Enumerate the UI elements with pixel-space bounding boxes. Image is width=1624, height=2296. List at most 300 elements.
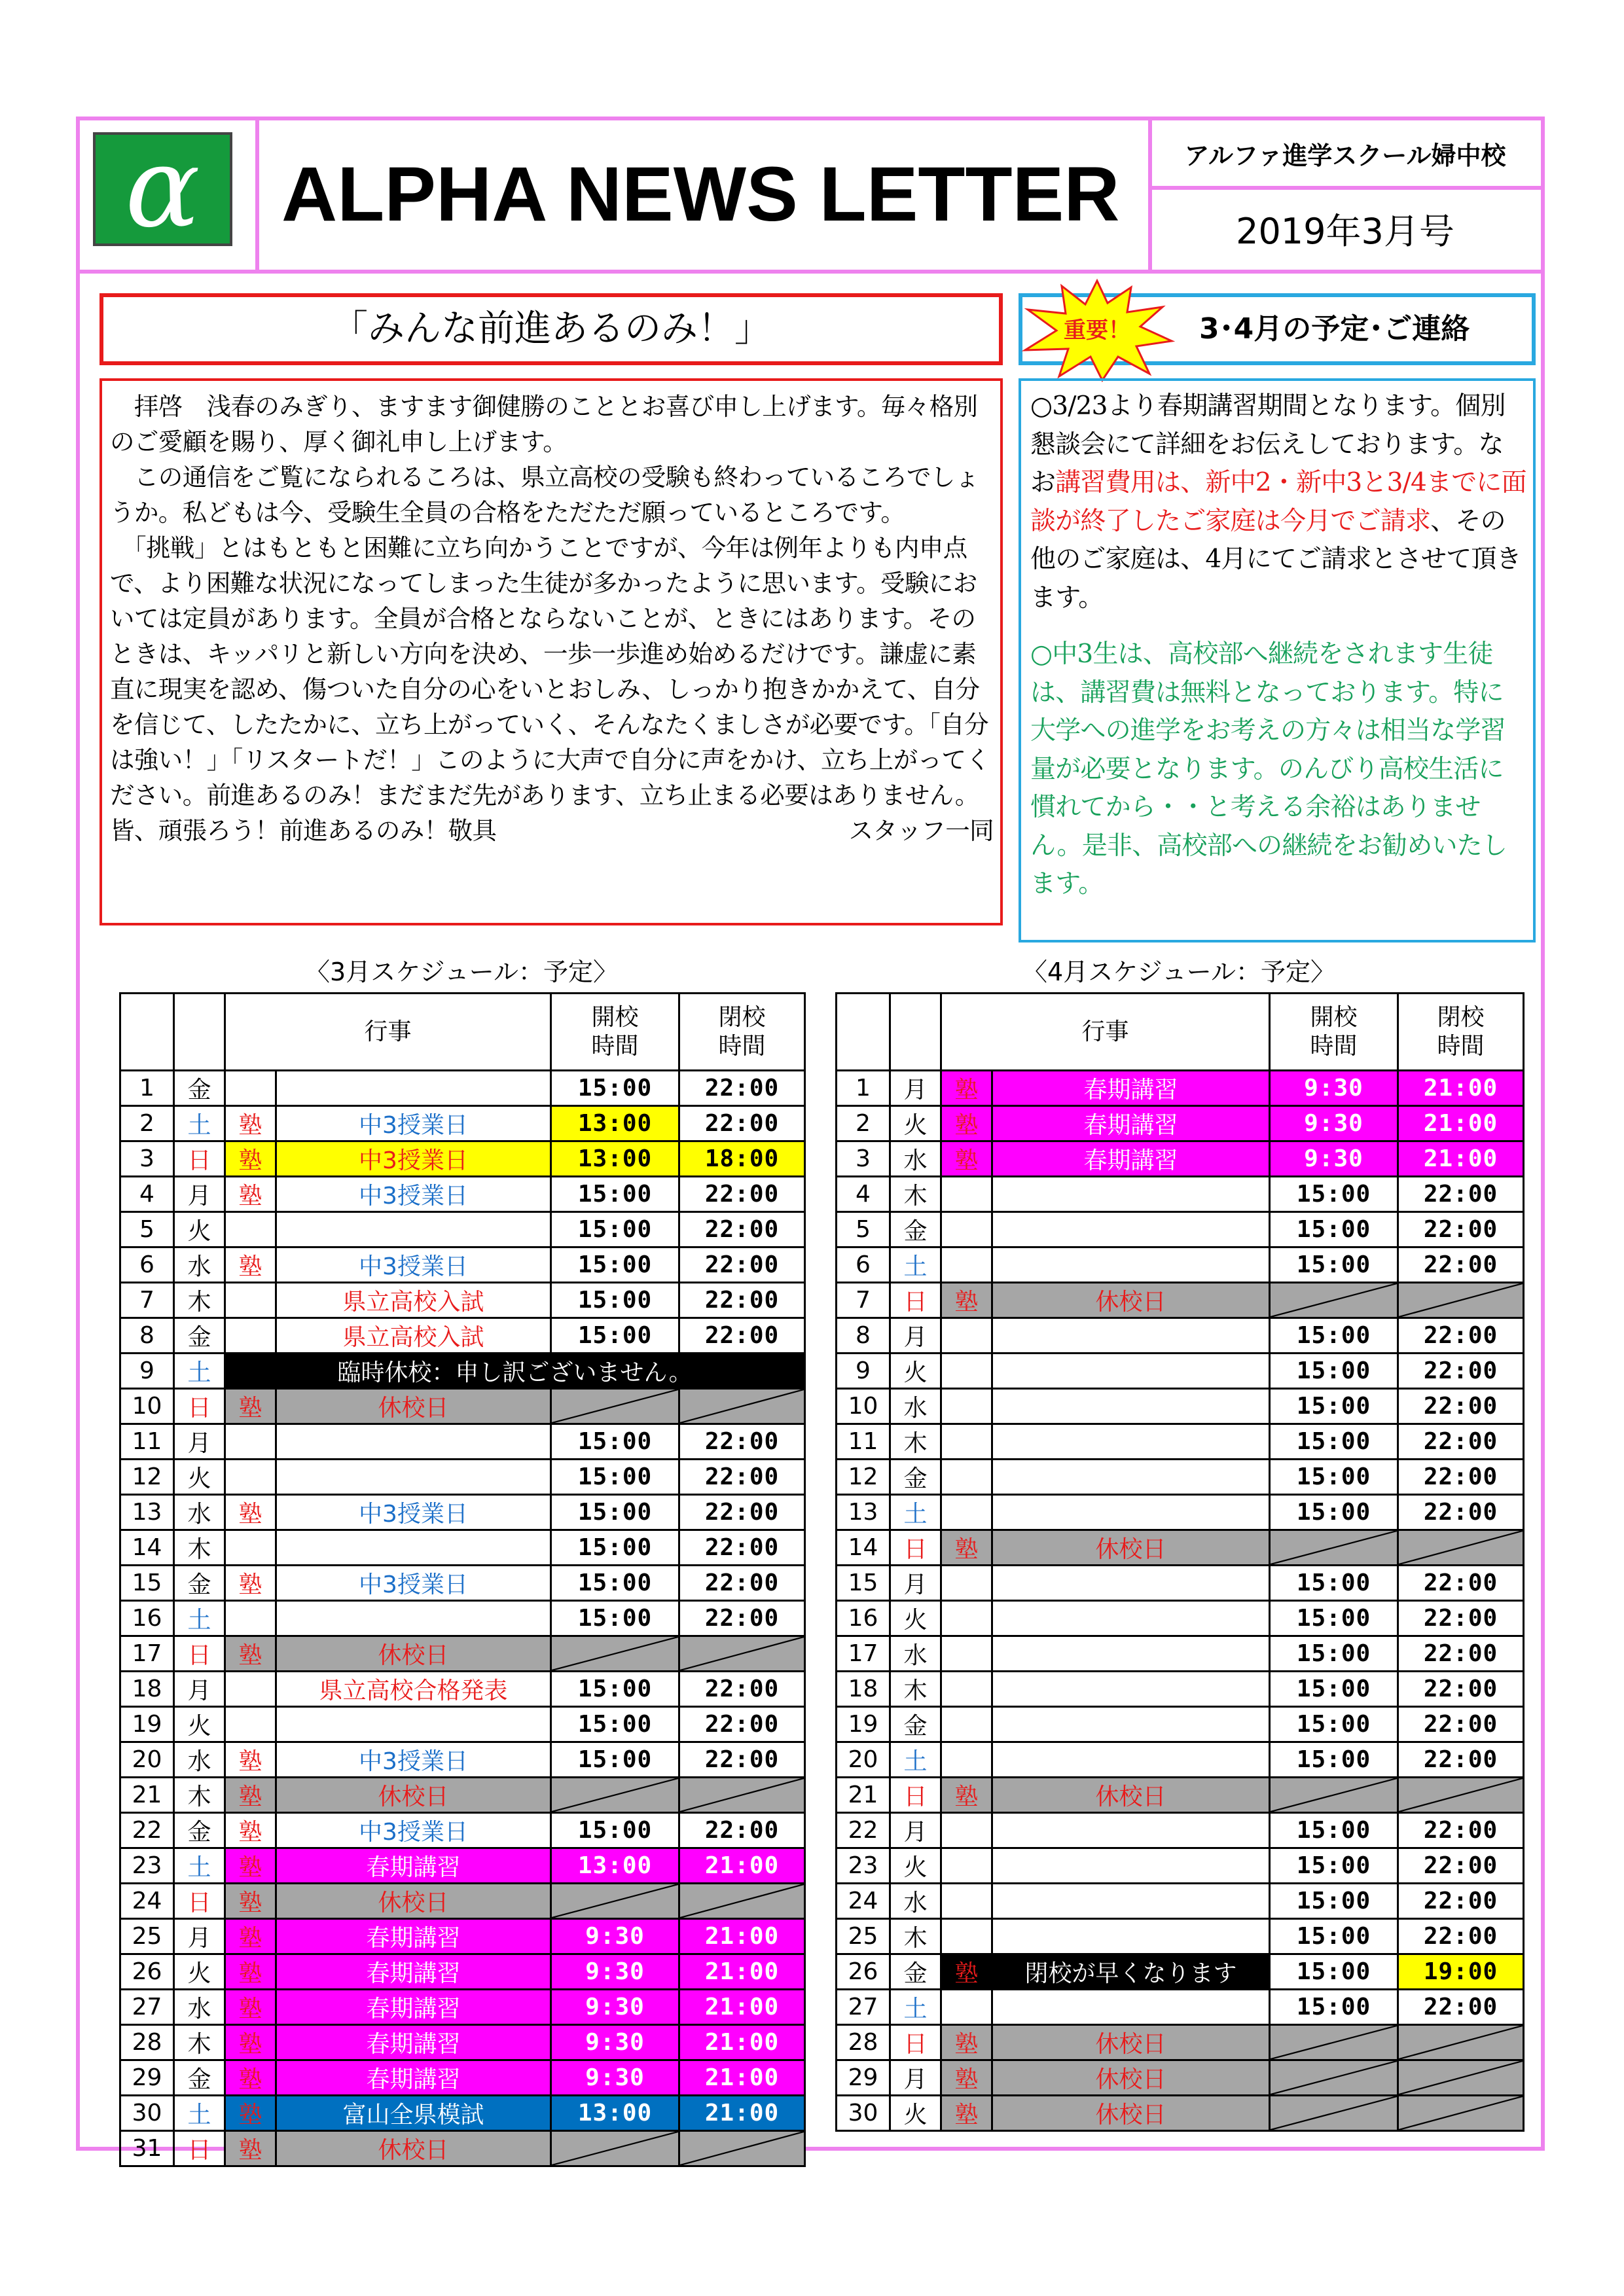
event-name: 休校日 — [276, 1884, 551, 1919]
weekday: 日 — [890, 1283, 941, 1318]
event-name: 休校日 — [992, 1530, 1270, 1566]
weekday: 水 — [890, 1884, 941, 1919]
event-name: 春期講習 — [992, 1106, 1270, 1141]
event-name: 中3授業日 — [276, 1177, 551, 1212]
schedule-row — [837, 1954, 1524, 1990]
close-time: 22:00 — [1398, 1354, 1524, 1389]
open-time: 15:00 — [1270, 1212, 1398, 1247]
day-number: 27 — [837, 1990, 890, 2025]
schedule-row — [120, 1672, 805, 1707]
juku-mark: 塾 — [225, 1495, 276, 1530]
juku-mark: 塾 — [225, 1636, 276, 1672]
open-time: 9:30 — [551, 1990, 679, 2025]
schedule-row — [120, 1106, 805, 1141]
weekday: 火 — [174, 1212, 225, 1247]
juku-mark — [941, 1742, 992, 1778]
closed-open-time — [551, 2131, 679, 2166]
day-number: 14 — [837, 1530, 890, 1566]
day-number: 15 — [120, 1566, 174, 1601]
weekday: 水 — [890, 1389, 941, 1424]
juku-mark: 塾 — [941, 1106, 992, 1141]
open-time: 15:00 — [1270, 1177, 1398, 1212]
close-time: 22:00 — [1398, 1566, 1524, 1601]
juku-mark — [941, 1707, 992, 1742]
open-time: 15:00 — [551, 1601, 679, 1636]
event-name — [276, 1071, 551, 1106]
weekday: 日 — [890, 1778, 941, 1813]
day-number: 24 — [837, 1884, 890, 1919]
close-time: 22:00 — [679, 1742, 805, 1778]
day-number: 19 — [120, 1707, 174, 1742]
closed-open-time — [1270, 1778, 1398, 1813]
schedule-row — [120, 2131, 805, 2166]
motto-heading: 「みんな前進あるのみ！」 — [99, 293, 1003, 365]
weekday: 日 — [174, 1389, 225, 1424]
schedule-row — [837, 1495, 1524, 1530]
day-number: 22 — [120, 1813, 174, 1848]
schedule-row — [837, 1106, 1524, 1141]
header-open-time: 開校 時間 — [551, 994, 679, 1071]
weekday: 日 — [174, 1636, 225, 1672]
juku-mark — [225, 1530, 276, 1566]
weekday: 金 — [890, 1460, 941, 1495]
juku-mark: 塾 — [225, 1990, 276, 2025]
letter-paragraph: 「挑戦」とはもともと困難に立ち向かうことですが、今年は例年よりも内申点で、より困難な状況になってしまった生徒が多かったように思います。受験においては定員があります。全員が合格とならないことが、ときにはあります。そのときは、キッパリと新しい方向を決め、一歩一歩進め始めるだけです。謙虚に素直に現実を認め、傷ついた自分の心をいとおしみ、しっかり抱きかかえて、自分を信じて、したたかに、立ち上がっていく、そんなたくましさが必要です。「自分は強い！」「リスタートだ！」このように大声で自分に声をかけ、立ち上がってください。前進あるのみ！まだまだ先があります、立ち止まる必要はありません。 — [110, 533, 990, 810]
day-number: 14 — [120, 1530, 174, 1566]
letter-signature: スタッフ一同 — [848, 816, 994, 845]
day-number: 9 — [837, 1354, 890, 1389]
close-time: 22:00 — [1398, 1424, 1524, 1460]
newsletter-title: ALPHA NEWS LETTER — [281, 151, 1120, 238]
weekday: 火 — [890, 1106, 941, 1141]
letter-closing: 皆、頑張ろう！前進あるのみ！敬具 — [110, 816, 497, 845]
close-time: 22:00 — [679, 1495, 805, 1530]
open-time: 9:30 — [551, 2060, 679, 2096]
schedule-row — [837, 1672, 1524, 1707]
header-open-time: 開校 時間 — [1270, 994, 1398, 1071]
weekday: 月 — [174, 1177, 225, 1212]
close-time: 22:00 — [679, 1177, 805, 1212]
header-close-time: 閉校 時間 — [679, 994, 805, 1071]
open-time: 15:00 — [1270, 1884, 1398, 1919]
weekday: 水 — [174, 1742, 225, 1778]
weekday: 火 — [890, 2096, 941, 2131]
closed-close-time — [679, 1884, 805, 1919]
notice-billing-highlight: 講習費用は、新中2・新中3と3/4までに面談が終了したご家庭は今月でご請求 — [1030, 468, 1526, 536]
letter-closing-row — [110, 813, 994, 848]
open-time: 15:00 — [551, 1212, 679, 1247]
schedule-row — [120, 1354, 805, 1389]
notice-body — [1019, 378, 1536, 942]
day-number: 29 — [120, 2060, 174, 2096]
header-close-time: 閉校 時間 — [1398, 994, 1524, 1071]
weekday: 月 — [890, 1071, 941, 1106]
schedule-row — [837, 1530, 1524, 1566]
close-time: 21:00 — [679, 2025, 805, 2060]
weekday: 金 — [890, 1212, 941, 1247]
day-number: 24 — [120, 1884, 174, 1919]
close-time: 22:00 — [679, 1530, 805, 1566]
close-time: 21:00 — [1398, 1071, 1524, 1106]
schedule-row — [120, 1495, 805, 1530]
schedule-row — [837, 1778, 1524, 1813]
event-name: 春期講習 — [276, 1919, 551, 1954]
day-number: 3 — [120, 1141, 174, 1177]
weekday: 火 — [174, 1954, 225, 1990]
schedule-row — [837, 1354, 1524, 1389]
day-number: 8 — [120, 1318, 174, 1354]
juku-mark — [941, 1424, 992, 1460]
header-event: 行事 — [225, 994, 551, 1071]
weekday: 金 — [174, 1566, 225, 1601]
event-name: 県立高校合格発表 — [276, 1672, 551, 1707]
schedule-row — [837, 1247, 1524, 1283]
juku-mark: 塾 — [225, 1884, 276, 1919]
closed-close-time — [679, 1389, 805, 1424]
event-name — [992, 1389, 1270, 1424]
weekday: 火 — [174, 1460, 225, 1495]
event-name: 休校日 — [992, 1283, 1270, 1318]
juku-mark — [941, 1813, 992, 1848]
schedule-row — [120, 1707, 805, 1742]
juku-mark — [225, 1707, 276, 1742]
weekday: 金 — [174, 1318, 225, 1354]
event-name — [992, 1848, 1270, 1884]
day-number: 25 — [120, 1919, 174, 1954]
open-time: 15:00 — [1270, 1919, 1398, 1954]
schedule-row — [837, 1742, 1524, 1778]
close-time: 22:00 — [1398, 1919, 1524, 1954]
day-number: 22 — [837, 1813, 890, 1848]
event-name: 中3授業日 — [276, 1141, 551, 1177]
close-time: 19:00 — [1398, 1954, 1524, 1990]
day-number: 5 — [120, 1212, 174, 1247]
close-time: 21:00 — [679, 2096, 805, 2131]
schedule-row — [837, 1848, 1524, 1884]
day-number: 2 — [120, 1106, 174, 1141]
event-name: 休校日 — [276, 1778, 551, 1813]
close-time: 22:00 — [1398, 1495, 1524, 1530]
event-name — [276, 1460, 551, 1495]
close-time: 21:00 — [679, 1919, 805, 1954]
close-time: 22:00 — [1398, 1212, 1524, 1247]
day-number: 26 — [837, 1954, 890, 1990]
juku-mark — [941, 1247, 992, 1283]
close-time: 22:00 — [679, 1247, 805, 1283]
close-time: 21:00 — [679, 1848, 805, 1884]
juku-mark — [225, 1212, 276, 1247]
march-schedule-table — [119, 992, 806, 2167]
juku-mark: 塾 — [941, 1071, 992, 1106]
issue-date: 2019年3月号 — [1236, 211, 1454, 252]
schedule-row — [120, 1884, 805, 1919]
schedule-row — [120, 1530, 805, 1566]
schedule-row — [120, 1813, 805, 1848]
event-name — [992, 1247, 1270, 1283]
weekday: 月 — [890, 1813, 941, 1848]
day-number: 8 — [837, 1318, 890, 1354]
closed-open-time — [1270, 2025, 1398, 2060]
open-time: 9:30 — [1270, 1141, 1398, 1177]
weekday: 月 — [174, 1672, 225, 1707]
closed-close-time — [679, 2131, 805, 2166]
juku-mark — [941, 1460, 992, 1495]
day-number: 4 — [120, 1177, 174, 1212]
schedule-row — [120, 1424, 805, 1460]
event-name — [992, 1354, 1270, 1389]
schedule-row — [837, 1071, 1524, 1106]
juku-mark: 塾 — [941, 2025, 992, 2060]
day-number: 15 — [837, 1566, 890, 1601]
schedule-row — [837, 1990, 1524, 2025]
close-time: 22:00 — [1398, 1672, 1524, 1707]
juku-mark — [941, 1601, 992, 1636]
day-number: 16 — [120, 1601, 174, 1636]
day-number: 20 — [837, 1742, 890, 1778]
close-time: 21:00 — [679, 1990, 805, 2025]
day-number: 18 — [120, 1672, 174, 1707]
close-time: 21:00 — [1398, 1106, 1524, 1141]
event-name: 休校日 — [276, 1636, 551, 1672]
day-number: 21 — [837, 1778, 890, 1813]
schedule-row — [120, 1954, 805, 1990]
juku-mark: 塾 — [941, 2096, 992, 2131]
schedule-row — [120, 1460, 805, 1495]
event-name — [992, 1424, 1270, 1460]
day-number: 27 — [120, 1990, 174, 2025]
open-time: 15:00 — [551, 1283, 679, 1318]
event-name — [992, 1566, 1270, 1601]
open-time: 15:00 — [1270, 1742, 1398, 1778]
juku-mark: 塾 — [225, 1141, 276, 1177]
event-name — [992, 1601, 1270, 1636]
close-time: 22:00 — [679, 1212, 805, 1247]
event-name: 中3授業日 — [276, 1813, 551, 1848]
event-name: 休校日 — [992, 2060, 1270, 2096]
juku-mark — [941, 1919, 992, 1954]
weekday: 日 — [890, 2025, 941, 2060]
april-schedule-table — [835, 992, 1525, 2132]
greeting-letter — [99, 378, 1003, 925]
open-time: 15:00 — [1270, 1707, 1398, 1742]
close-time: 22:00 — [1398, 1460, 1524, 1495]
close-time: 22:00 — [679, 1283, 805, 1318]
open-time: 15:00 — [551, 1071, 679, 1106]
close-time: 22:00 — [679, 1813, 805, 1848]
open-time: 15:00 — [551, 1530, 679, 1566]
closed-open-time — [551, 1884, 679, 1919]
schedule-row — [120, 1212, 805, 1247]
open-time: 15:00 — [1270, 1495, 1398, 1530]
juku-mark — [941, 1318, 992, 1354]
day-number: 1 — [837, 1071, 890, 1106]
notice-paragraph-1: ○3/23より春期講習期間となります。個別懇談会にて詳細をお伝えしております。なお講習費用は、新中2・新中3と3/4までに面談が終了したご家庭は今月でご請求、その他のご家庭は、4月にてご請求とさせて頂きます。 — [1030, 391, 1526, 613]
day-number: 17 — [120, 1636, 174, 1672]
weekday: 水 — [174, 1495, 225, 1530]
april-caption: 〈4月スケジュール：予定〉 — [1022, 958, 1335, 986]
day-number: 25 — [837, 1919, 890, 1954]
weekday: 土 — [890, 1247, 941, 1283]
event-name — [992, 1460, 1270, 1495]
juku-mark: 塾 — [941, 1141, 992, 1177]
close-time: 22:00 — [1398, 1601, 1524, 1636]
schedule-row — [837, 2025, 1524, 2060]
day-number: 12 — [837, 1460, 890, 1495]
open-time: 15:00 — [551, 1318, 679, 1354]
juku-mark: 塾 — [225, 1247, 276, 1283]
schedule-row — [837, 1919, 1524, 1954]
event-name: 休校日 — [992, 1778, 1270, 1813]
event-name: 中3授業日 — [276, 1247, 551, 1283]
day-number: 18 — [837, 1672, 890, 1707]
day-number: 1 — [120, 1071, 174, 1106]
event-name — [992, 1884, 1270, 1919]
open-time: 15:00 — [1270, 1672, 1398, 1707]
weekday: 火 — [890, 1848, 941, 1884]
close-time: 22:00 — [1398, 1742, 1524, 1778]
event-name: 休校日 — [276, 2131, 551, 2166]
event-name: 県立高校入試 — [276, 1318, 551, 1354]
letter-paragraph: 拝啓 浅春のみぎり、ますます御健勝のこととお喜び申し上げます。毎々格別のご愛顧を賜り、厚く御礼申し上げます。 — [110, 392, 978, 456]
open-time: 9:30 — [1270, 1106, 1398, 1141]
event-name — [276, 1424, 551, 1460]
day-number: 28 — [120, 2025, 174, 2060]
event-name: 休校日 — [992, 2025, 1270, 2060]
schedule-row — [837, 1636, 1524, 1672]
day-number: 30 — [120, 2096, 174, 2131]
weekday: 水 — [174, 1247, 225, 1283]
close-time: 22:00 — [1398, 1813, 1524, 1848]
weekday: 木 — [174, 1530, 225, 1566]
weekday: 日 — [890, 1530, 941, 1566]
schedule-row — [120, 1742, 805, 1778]
schedule-row — [837, 1212, 1524, 1247]
event-name: 春期講習 — [276, 2060, 551, 2096]
close-time: 18:00 — [679, 1141, 805, 1177]
day-number: 26 — [120, 1954, 174, 1990]
event-name: 休校日 — [276, 1389, 551, 1424]
day-number: 6 — [837, 1247, 890, 1283]
schedule-row — [837, 1707, 1524, 1742]
open-time: 9:30 — [551, 1954, 679, 1990]
juku-mark: 塾 — [941, 1778, 992, 1813]
day-number: 9 — [120, 1354, 174, 1389]
school-name: アルファ進学スクール婦中校 — [1184, 141, 1506, 170]
schedule-row — [837, 1884, 1524, 1919]
day-number: 11 — [120, 1424, 174, 1460]
open-time: 15:00 — [551, 1742, 679, 1778]
closed-open-time — [551, 1636, 679, 1672]
event-name: 中3授業日 — [276, 1566, 551, 1601]
event-name — [992, 1707, 1270, 1742]
schedule-row — [837, 1424, 1524, 1460]
closed-open-time — [1270, 2096, 1398, 2131]
close-time: 22:00 — [1398, 1990, 1524, 2025]
juku-mark: 塾 — [225, 1389, 276, 1424]
juku-mark: 塾 — [225, 2025, 276, 2060]
alpha-logo: α — [93, 132, 232, 246]
weekday: 日 — [174, 1141, 225, 1177]
schedule-row — [120, 1318, 805, 1354]
weekday: 木 — [890, 1672, 941, 1707]
schedule-row — [120, 1601, 805, 1636]
open-time: 15:00 — [551, 1460, 679, 1495]
juku-mark: 塾 — [225, 1106, 276, 1141]
closed-close-time — [679, 1778, 805, 1813]
schedule-row — [120, 1071, 805, 1106]
open-time: 15:00 — [1270, 1636, 1398, 1672]
weekday: 月 — [890, 1318, 941, 1354]
day-number: 13 — [837, 1495, 890, 1530]
juku-mark — [941, 1177, 992, 1212]
schedule-row — [120, 1919, 805, 1954]
open-time: 13:00 — [551, 2096, 679, 2131]
day-number: 4 — [837, 1177, 890, 1212]
closed-open-time — [1270, 2060, 1398, 2096]
closed-open-time — [551, 1389, 679, 1424]
day-number: 10 — [837, 1389, 890, 1424]
event-name: 春期講習 — [992, 1071, 1270, 1106]
day-number: 11 — [837, 1424, 890, 1460]
juku-mark — [941, 1495, 992, 1530]
open-time: 15:00 — [1270, 1424, 1398, 1460]
open-time: 15:00 — [1270, 1318, 1398, 1354]
schedule-row — [120, 2025, 805, 2060]
juku-mark: 塾 — [225, 1177, 276, 1212]
schedule-row — [120, 1990, 805, 2025]
important-badge: 重要！ — [1064, 317, 1130, 344]
schedule-row — [837, 1389, 1524, 1424]
event-name — [276, 1601, 551, 1636]
closed-close-time — [1398, 1778, 1524, 1813]
weekday: 土 — [174, 1848, 225, 1884]
weekday: 土 — [174, 1601, 225, 1636]
weekday: 水 — [890, 1141, 941, 1177]
open-time: 15:00 — [1270, 1460, 1398, 1495]
event-name — [992, 1813, 1270, 1848]
schedule-row — [837, 1177, 1524, 1212]
juku-mark: 塾 — [225, 1778, 276, 1813]
juku-mark: 塾 — [225, 1566, 276, 1601]
header-event: 行事 — [941, 994, 1270, 1071]
event-name: 休校日 — [992, 2096, 1270, 2131]
close-time: 22:00 — [679, 1460, 805, 1495]
close-time: 22:00 — [1398, 1318, 1524, 1354]
closed-close-time — [1398, 2060, 1524, 2096]
weekday: 木 — [890, 1424, 941, 1460]
event-name: 富山全県模試 — [276, 2096, 551, 2131]
event-name — [992, 1177, 1270, 1212]
weekday: 土 — [890, 1990, 941, 2025]
close-time: 22:00 — [1398, 1884, 1524, 1919]
open-time: 13:00 — [551, 1106, 679, 1141]
day-number: 17 — [837, 1636, 890, 1672]
juku-mark — [941, 1672, 992, 1707]
weekday: 火 — [890, 1601, 941, 1636]
close-time: 21:00 — [679, 1954, 805, 1990]
open-time: 15:00 — [1270, 1566, 1398, 1601]
juku-mark — [225, 1071, 276, 1106]
weekday: 金 — [890, 1707, 941, 1742]
day-number: 28 — [837, 2025, 890, 2060]
weekday: 土 — [890, 1495, 941, 1530]
close-time: 22:00 — [679, 1071, 805, 1106]
day-number: 6 — [120, 1247, 174, 1283]
day-number: 2 — [837, 1106, 890, 1141]
schedule-row — [120, 1141, 805, 1177]
close-time: 22:00 — [679, 1601, 805, 1636]
schedule-row — [120, 1566, 805, 1601]
